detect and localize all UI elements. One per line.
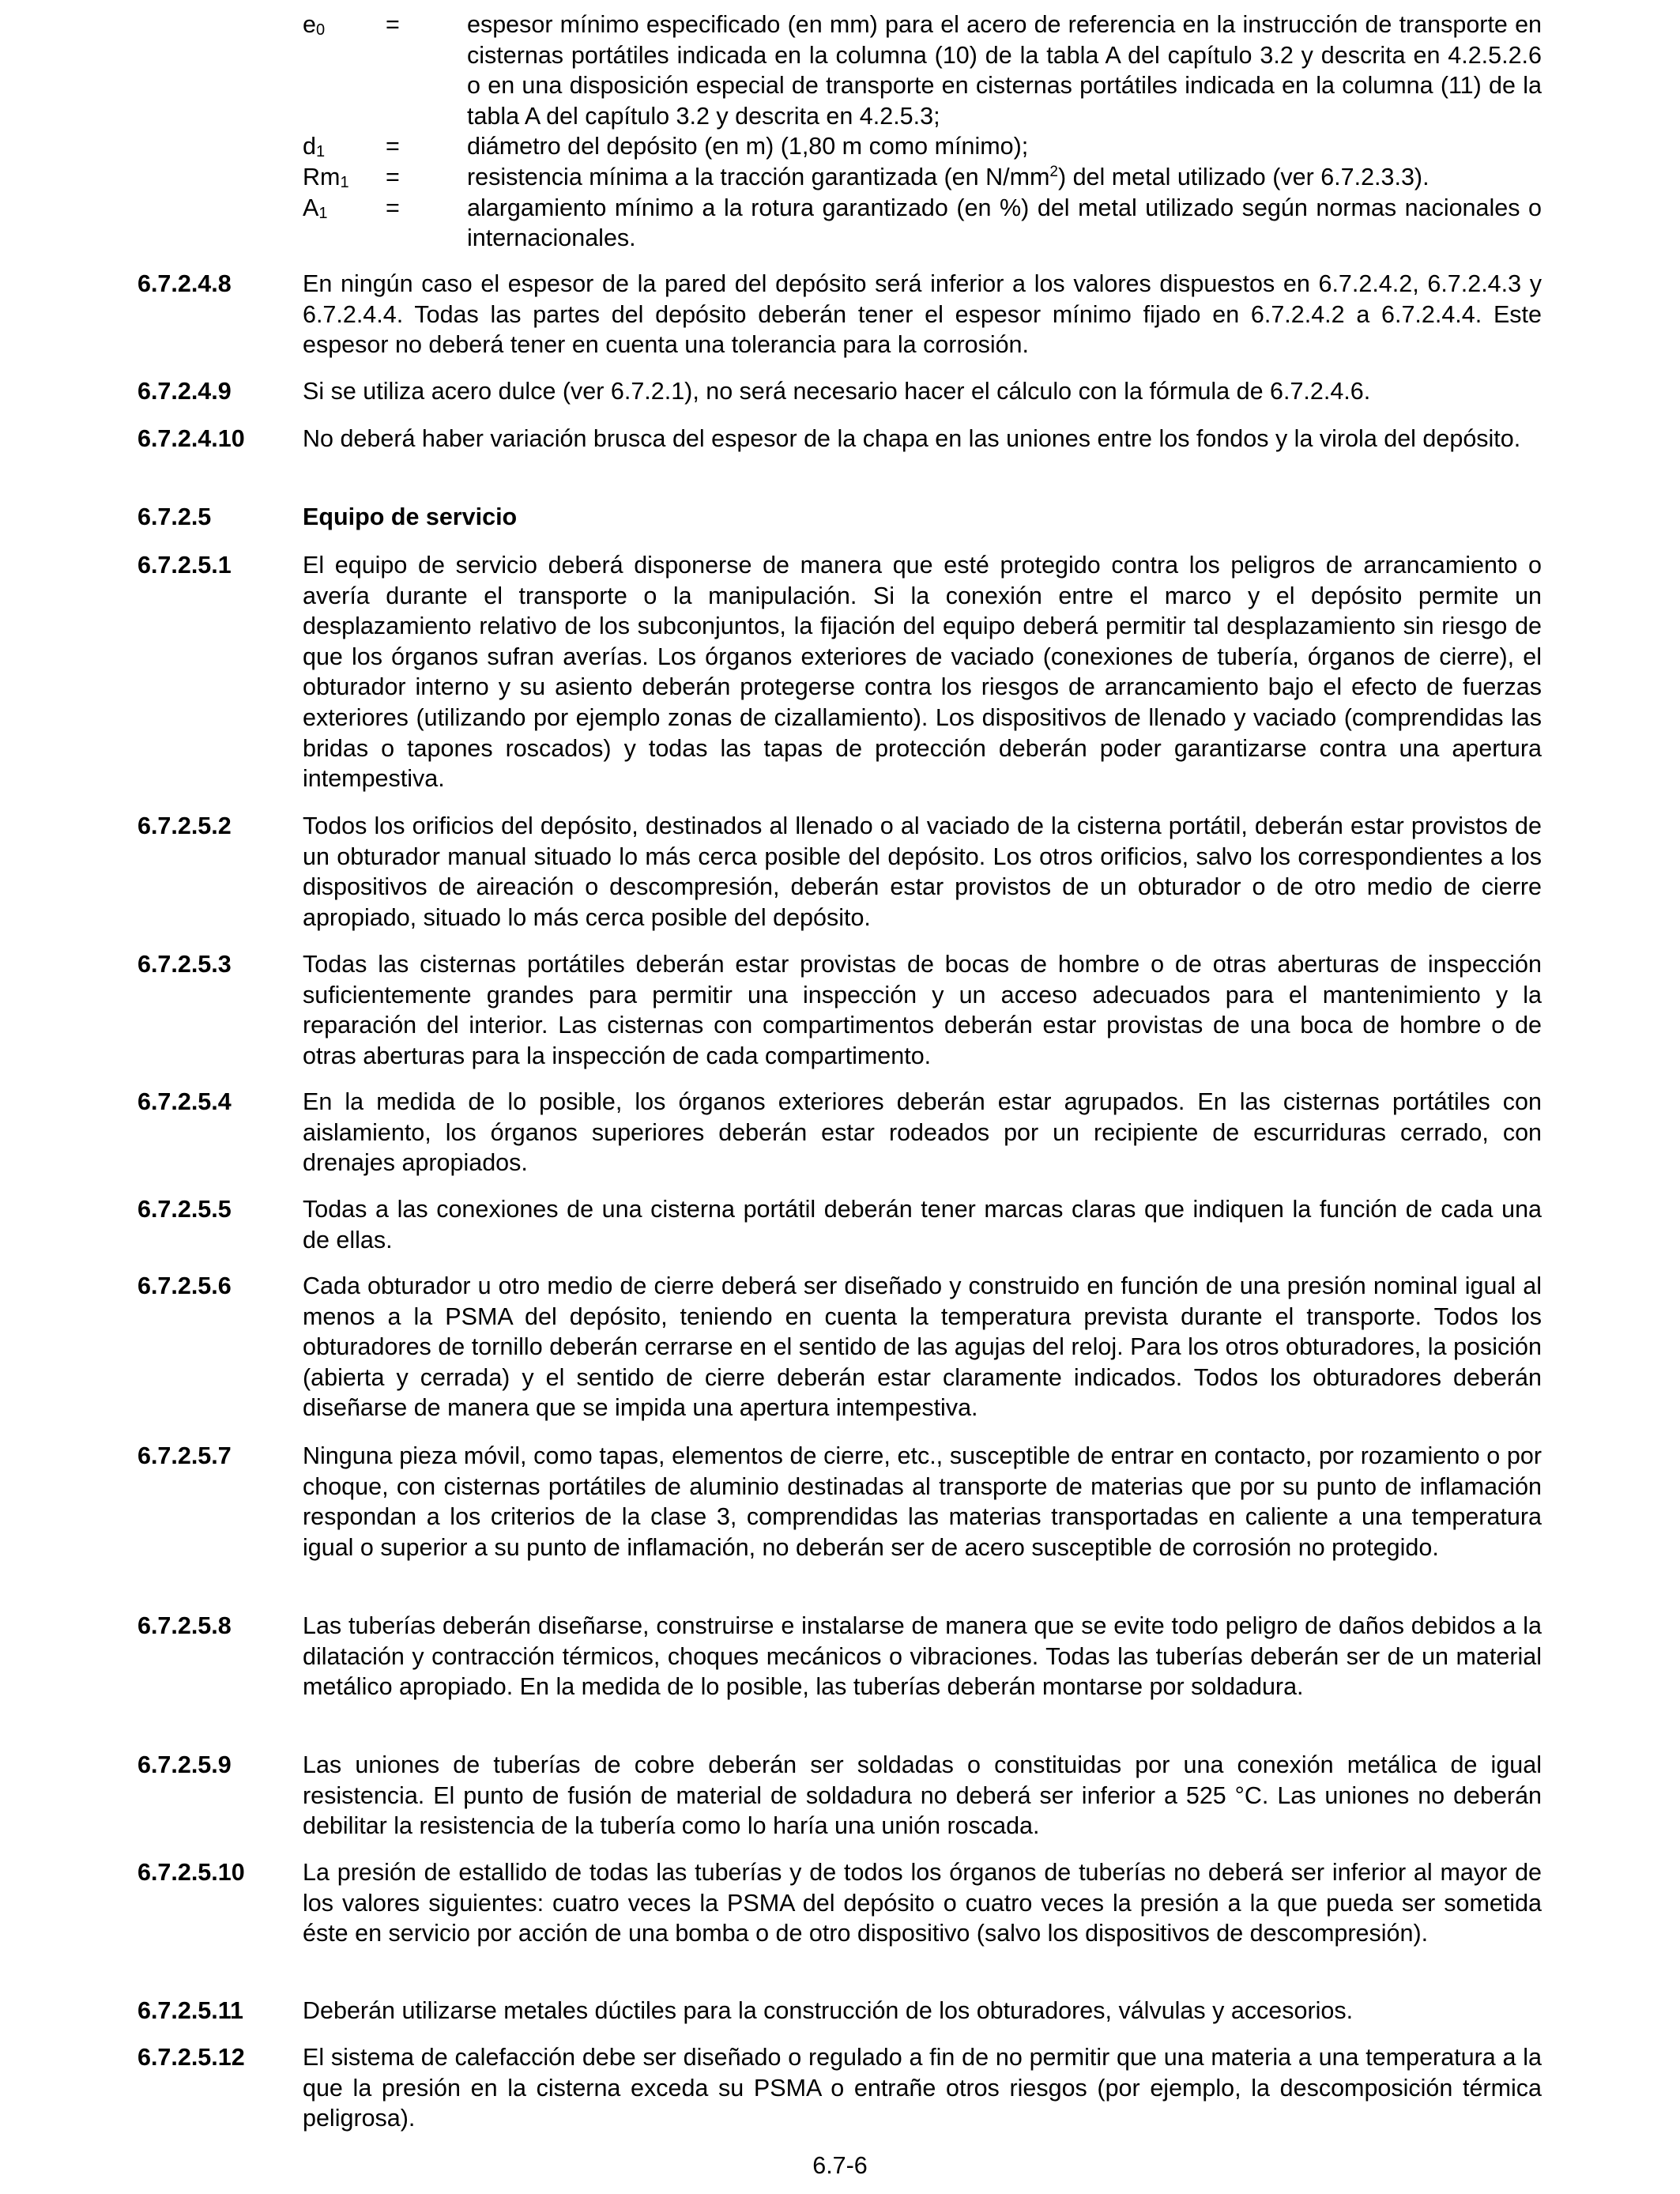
paragraph-6-7-2-4-8 <box>137 269 1542 360</box>
paragraph-number: 6.7.2.5.8 <box>137 1612 232 1639</box>
paragraph-6-7-2-5-1 <box>137 550 1542 794</box>
paragraph-number: 6.7.2.5.11 <box>137 1997 243 2024</box>
definition-text: diámetro del depósito (en m) (1,80 m como mínimo); <box>467 133 1029 160</box>
paragraph-6-7-2-5-10 <box>137 1857 1542 1949</box>
paragraph-number: 6.7.2.5.10 <box>137 1859 245 1886</box>
paragraph-text: Ninguna pieza móvil, como tapas, elementos de cierre, etc., susceptible de entrar en contacto, por rozamiento o por choque, con cisternas portátiles de aluminio destinadas al transporte de materias que por su punto de inflamación respondan a los criterios de la clase 3, comprendidas las materias transportadas en caliente a una temperatura igual o superior a su punto de inflamación, no deberán ser de acero susceptible de corrosión no protegido. <box>303 1442 1542 1561</box>
paragraph-text: Las uniones de tuberías de cobre deberán ser soldadas o constituidas por una conexión metálica de igual resistencia. El punto de fusión de material de soldadura no deberá ser inferior a 525 °C. Las uniones no deberán debilitar la resistencia de la tubería como lo haría una unión roscada. <box>303 1751 1542 1840</box>
paragraph-text: En la medida de lo posible, los órganos exteriores deberán estar agrupados. En las cisternas portátiles con aislamiento, los órganos superiores deberán estar rodeados por un recipiente de escurriduras cerrado, con drenajes apropiados. <box>303 1088 1542 1177</box>
section-heading-6-7-2-5 <box>137 502 1542 533</box>
paragraph-6-7-2-5-3 <box>137 949 1542 1071</box>
definition-rm1 <box>303 162 1542 193</box>
paragraph-text: El equipo de servicio deberá disponerse de manera que esté protegido contra los peligros de arrancamiento o avería durante el transporte o la manipulación. Si la conexión entre el marco y el depósito permite un desplazamiento relativo de los subconjuntos, la fijación del equipo deberá permitir tal desplazamiento sin riesgo de que los órganos sufran averías. Los órganos exteriores de vaciado (conexiones de tubería, órganos de cierre), el obturador interno y su asiento deberán protegerse contra los riesgos de arrancamiento bajo el efecto de fuerzas exteriores (utilizando por ejemplo zonas de cizallamiento). Los dispositivos de llenado y vaciado (comprendidas las bridas o tapones roscados) y todas las tapas de protección deberán poder garantizarse contra una apertura intempestiva. <box>303 552 1542 793</box>
paragraph-number: 6.7.2.4.9 <box>137 378 232 405</box>
page-number: 6.7-6 <box>812 2152 868 2179</box>
paragraph-number: 6.7.2.4.10 <box>137 425 245 452</box>
paragraph-text: Deberán utilizarse metales dúctiles para la construcción de los obturadores, válvulas y accesorios. <box>303 1997 1354 2024</box>
paragraph-6-7-2-5-7 <box>137 1441 1542 1563</box>
section-title: Equipo de servicio <box>303 503 518 530</box>
paragraph-6-7-2-4-9 <box>137 376 1542 407</box>
equals-sign: = <box>386 11 400 38</box>
symbol-a1: A1 <box>303 194 328 222</box>
equals-sign: = <box>386 133 400 160</box>
paragraph-6-7-2-5-11 <box>137 1996 1542 2026</box>
symbol-e0: e0 <box>303 11 326 39</box>
paragraph-text: No deberá haber variación brusca del espesor de la chapa en las uniones entre los fondos y la virola del depósito. <box>303 425 1521 452</box>
paragraph-6-7-2-5-12 <box>137 2042 1542 2134</box>
paragraph-6-7-2-4-10 <box>137 424 1542 454</box>
equals-sign: = <box>386 194 400 221</box>
paragraph-number: 6.7.2.5.12 <box>137 2044 245 2071</box>
definition-text: resistencia mínima a la tracción garantizada (en $N/mm^2$) del metal utilizado (ver 6.7.2.3.3). <box>467 163 1430 190</box>
paragraph-number: 6.7.2.5.5 <box>137 1196 232 1223</box>
definition-d1 <box>303 131 1542 162</box>
equals-sign: = <box>386 163 400 190</box>
paragraph-number: 6.7.2.5.6 <box>137 1272 232 1299</box>
symbol-definitions <box>303 9 1542 254</box>
paragraph-number: 6.7.2.5.2 <box>137 812 232 839</box>
paragraph-text: En ningún caso el espesor de la pared del depósito será inferior a los valores dispuestos en 6.7.2.4.2, 6.7.2.4.3 y 6.7.2.4.4. Todas las partes del depósito deberán tener el espesor mínimo fijado en 6.7.2.4.2 a 6.7.2.4.4. Este espesor no deberá tener en cuenta una tolerancia para la corrosión. <box>303 270 1542 359</box>
paragraph-text: La presión de estallido de todas las tuberías y de todos los órganos de tuberías no deberá ser inferior al mayor de los valores siguientes: cuatro veces la PSMA del depósito o cuatro veces la presión a la que pueda ser sometida éste en servicio por acción de una bomba o de otro dispositivo (salvo los dispositivos de descompresión). <box>303 1859 1542 1947</box>
paragraph-text: Todos los orificios del depósito, destinados al llenado o al vaciado de la cisterna portátil, deberán estar provistos de un obturador manual situado lo más cerca posible del depósito. Los otros orificios, salvo los correspondientes a los dispositivos de aireación o descompresión, deberán estar provistos de un obturador o de otro medio de cierre apropiado, situado lo más cerca posible del depósito. <box>303 812 1542 931</box>
paragraph-6-7-2-5-9 <box>137 1750 1542 1842</box>
definition-a1 <box>303 193 1542 254</box>
paragraph-text: Cada obturador u otro medio de cierre deberá ser diseñado y construido en función de una presión nominal igual al menos a la PSMA del depósito, teniendo en cuenta la temperatura prevista durante el transporte. Todos los obturadores de tornillo deberán cerrarse en el sentido de las agujas del reloj. Para los otros obturadores, la posición (abierta y cerrada) y el sentido de cierre deberán estar claramente indicados. Todos los obturadores deberán diseñarse de manera que se impida una apertura intempestiva. <box>303 1272 1542 1422</box>
paragraph-6-7-2-5-2 <box>137 811 1542 933</box>
paragraph-number: 6.7.2.5.9 <box>137 1751 232 1778</box>
paragraph-number: 6.7.2.5.4 <box>137 1088 232 1115</box>
symbol-rm1: Rm1 <box>303 163 349 191</box>
paragraph-number: 6.7.2.5.3 <box>137 951 232 978</box>
paragraph-text: Todas a las conexiones de una cisterna portátil deberán tener marcas claras que indiquen la función de cada una de ellas. <box>303 1196 1542 1253</box>
paragraph-6-7-2-5-8 <box>137 1611 1542 1702</box>
definition-text: alargamiento mínimo a la rotura garantizado (en %) del metal utilizado según normas nacionales o internacionales. <box>467 194 1542 252</box>
paragraph-text: Las tuberías deberán diseñarse, construirse e instalarse de manera que se evite todo peligro de daños debidos a la dilatación y contracción térmicos, choques mecánicos o vibraciones. Todas las tuberías deberán ser de un material metálico apropiado. En la medida de lo posible, las tuberías deberán montarse por soldadura. <box>303 1612 1542 1701</box>
paragraph-6-7-2-5-4 <box>137 1087 1542 1178</box>
paragraph-number: 6.7.2.4.8 <box>137 270 232 297</box>
paragraph-text: Todas las cisternas portátiles deberán estar provistas de bocas de hombre o de otras aberturas de inspección suficientemente grandes para permitir una inspección y un acceso adecuados para el mantenimiento y la reparación del interior. Las cisternas con compartimentos deberán estar provistas de una boca de hombre o de otras aberturas para la inspección de cada compartimento. <box>303 951 1542 1069</box>
paragraph-text: Si se utiliza acero dulce (ver 6.7.2.1), no será necesario hacer el cálculo con la fórmula de 6.7.2.4.6. <box>303 378 1371 405</box>
definition-text: espesor mínimo especificado (en mm) para el acero de referencia en la instrucción de transporte en cisternas portátiles indicada en la columna (10) de la tabla A del capítulo 3.2 y descrita en 4.2.5.2.6 o en una disposición especial de transporte en cisternas portátiles indicada en la columna (11) de la tabla A del capítulo 3.2 y descrita en 4.2.5.3; <box>467 11 1542 130</box>
paragraph-6-7-2-5-5 <box>137 1194 1542 1255</box>
paragraph-number: 6.7.2.5.7 <box>137 1442 232 1469</box>
paragraph-6-7-2-5-6 <box>137 1271 1542 1423</box>
paragraph-text: El sistema de calefacción debe ser diseñado o regulado a fin de no permitir que una materia a una temperatura a la que la presión en la cisterna exceda su PSMA o entrañe otros riesgos (por ejemplo, la descomposición térmica peligrosa). <box>303 2044 1542 2132</box>
section-number: 6.7.2.5 <box>137 503 212 530</box>
paragraph-number: 6.7.2.5.1 <box>137 552 232 579</box>
symbol-d1: d1 <box>303 133 326 161</box>
definition-e0 <box>303 9 1542 131</box>
